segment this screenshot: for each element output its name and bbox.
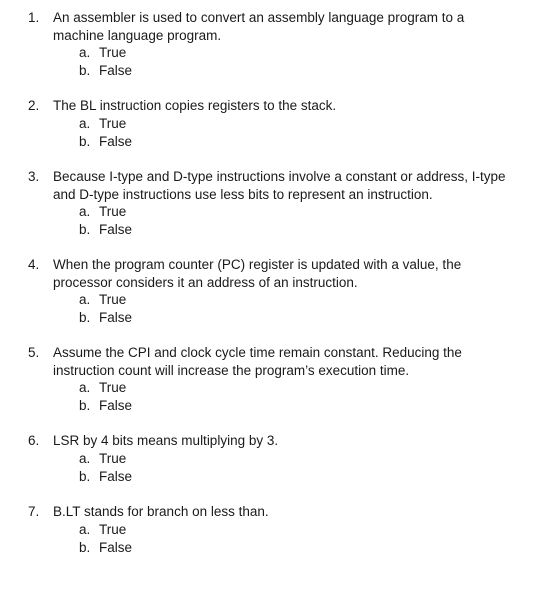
option-letter: b.	[79, 398, 91, 413]
option-letter: a.	[79, 292, 91, 307]
option-label: False	[99, 134, 133, 149]
option-label: False	[99, 469, 133, 484]
question-number: 1.	[28, 10, 40, 25]
option-label: True	[99, 451, 127, 466]
option-b	[0, 62, 533, 80]
option-label: False	[99, 310, 133, 325]
option-letter: b.	[79, 134, 91, 149]
option-label: True	[99, 292, 127, 307]
option-label: True	[99, 522, 127, 537]
option-b	[0, 468, 533, 486]
question-text: The BL instruction copies registers to the stack.	[53, 98, 337, 113]
option-b	[0, 221, 533, 239]
option-letter: b.	[79, 310, 91, 325]
option-a	[0, 291, 533, 309]
option-label: False	[99, 222, 133, 237]
option-letter: a.	[79, 380, 91, 395]
option-letter: a.	[79, 45, 91, 60]
option-label: True	[99, 204, 127, 219]
option-b	[0, 309, 533, 327]
option-a	[0, 379, 533, 397]
question-text: When the program counter (PC) register is updated with a value, the processor considers it an address of an instruction.	[53, 257, 462, 290]
option-letter: b.	[79, 222, 91, 237]
option-letter: b.	[79, 469, 91, 484]
option-b	[0, 539, 533, 557]
option-label: False	[99, 540, 133, 555]
option-label: False	[99, 63, 133, 78]
question-number: 5.	[28, 345, 40, 360]
option-letter: b.	[79, 540, 91, 555]
option-letter: a.	[79, 522, 91, 537]
question-number: 6.	[28, 433, 40, 448]
option-a	[0, 450, 533, 468]
option-a	[0, 203, 533, 221]
option-b	[0, 133, 533, 151]
option-a	[0, 115, 533, 133]
option-letter: b.	[79, 63, 91, 78]
question-text: An assembler is used to convert an assembly language program to a machine language program.	[53, 10, 465, 43]
question-text: B.LT stands for branch on less than.	[53, 504, 269, 519]
option-label: True	[99, 380, 127, 395]
question-number: 2.	[28, 98, 40, 113]
question-text: Because I-type and D-type instructions involve a constant or address, I-type and D-type instructions use less bits to represent an instruction.	[53, 169, 506, 202]
option-a	[0, 521, 533, 539]
option-label: True	[99, 116, 127, 131]
question-number: 7.	[28, 504, 40, 519]
option-b	[0, 397, 533, 415]
option-letter: a.	[79, 204, 91, 219]
question-text: LSR by 4 bits means multiplying by 3.	[53, 433, 279, 448]
question-number: 4.	[28, 257, 40, 272]
question-text: Assume the CPI and clock cycle time remain constant. Reducing the instruction count will increase the program’s execution time.	[53, 345, 462, 378]
question-number: 3.	[28, 169, 40, 184]
option-a	[0, 44, 533, 62]
option-label: True	[99, 45, 127, 60]
option-label: False	[99, 398, 133, 413]
option-letter: a.	[79, 451, 91, 466]
option-letter: a.	[79, 116, 91, 131]
